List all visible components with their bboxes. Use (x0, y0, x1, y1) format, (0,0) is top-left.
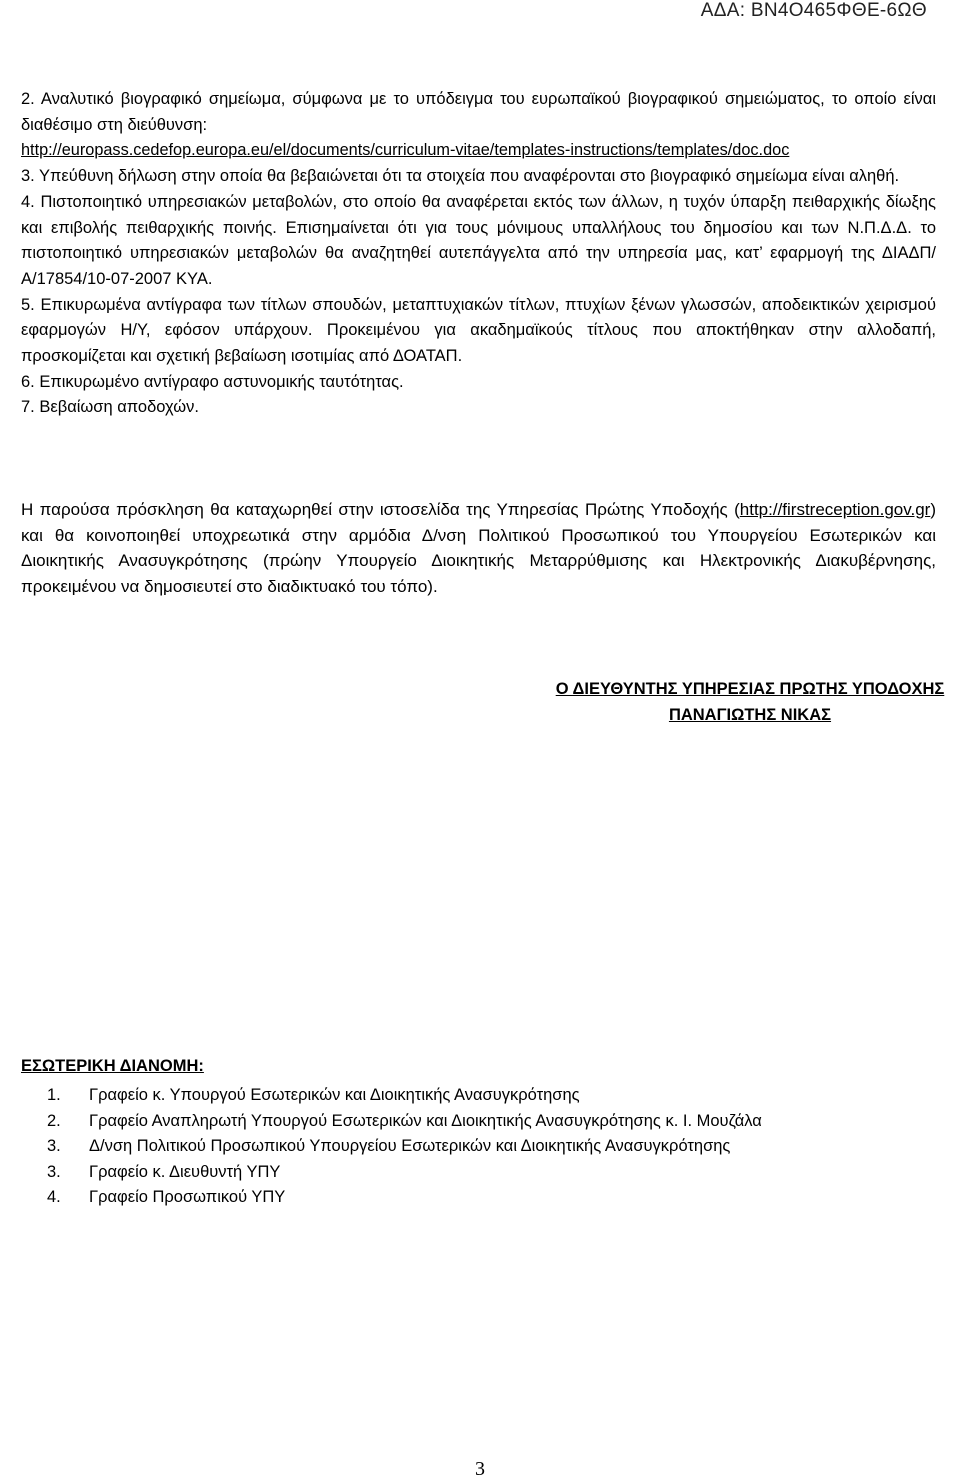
signature-block (530, 677, 960, 728)
notice-text-part1: Η παρούσα πρόσκληση θα καταχωρηθεί στην ιστοσελίδα της Υπηρεσίας Πρώτης Υποδοχής ( (21, 500, 740, 519)
list-item-number: 1. (47, 1086, 61, 1104)
item-service-certificate: 4. Πιστοποιητικό υπηρεσιακών μεταβολών, στο οποίο θα αναφέρεται εκτός των άλλων, η τυχόν ύπαρξη πειθαρχικής δίωξης και επιβολής πειθαρχικής ποινής. Επισημαίνεται ότι για τους μόνιμους υπαλλήλους του δημοσίου και των Ν.Π.Δ.Δ. το πιστοποιητικό υπηρεσιακών μεταβολών θα αναζητηθεί αυτεπάγγελτα από την υπηρεσία μας, κατ’ εφαρμογή της ΔΙΑΔΠ/Α/17854/10-07-2007 ΚΥΑ. (21, 192, 936, 288)
ada-code: ΑΔΑ: ΒΝ4Ο465ΦΘΕ-6ΩΘ (700, 0, 927, 21)
list-item-number: 2. (47, 1111, 61, 1130)
list-item (47, 1134, 847, 1160)
list-item-number: 3. (47, 1162, 61, 1181)
list-item-text: Γραφείο κ. Υπουργού Εσωτερικών και Διοικητικής Ανασυγκρότησης (89, 1086, 580, 1104)
europass-link[interactable]: http://europass.cedefop.europa.eu/el/documents/curriculum-vitae/templates-instructions/templates/doc.doc (21, 141, 790, 160)
list-item-text: Γραφείο Αναπληρωτή Υπουργού Εσωτερικών και Διοικητικής Ανασυγκρότησης κ. Ι. Μουζάλα (89, 1111, 762, 1130)
requirements-list (21, 87, 936, 421)
list-item (47, 1160, 847, 1186)
list-item-text: Γραφείο Προσωπικού ΥΠΥ (89, 1188, 286, 1206)
item-cv (21, 87, 936, 164)
firstreception-link[interactable]: http://firstreception.gov.gr (739, 500, 931, 519)
item-declaration: 3. Υπεύθυνη δήλωση στην οποία θα βεβαιώνεται ότι τα στοιχεία που αναφέρονται στο βιογραφικό σημείωμα είναι αληθή. (21, 167, 900, 186)
notice-text-part2: ) και θα κοινοποιηθεί υποχρεωτικά στην αρμόδια Δ/νση Πολιτικού Προσωπικού του Υπουργείου Εσωτερικών και Διοικητικής Ανασυγκρότησης (πρώην Υπουργείο Διοικητικής Μεταρρύθμισης και Ηλεκτρονικής Διακυβέρνησης, προκειμένου να δημοσιευτεί στο διαδικτυακό του τόπο). (21, 500, 936, 597)
page-number: 3 (475, 1458, 485, 1480)
signature-title: Ο ΔΙΕΥΘΥΝΤΗΣ ΥΠΗΡΕΣΙΑΣ ΠΡΩΤΗΣ ΥΠΟΔΟΧΗΣ (555, 680, 945, 698)
list-item (47, 1185, 847, 1211)
publication-notice (21, 497, 936, 600)
list-item-number: 4. (47, 1188, 61, 1206)
list-item-number: 3. (47, 1137, 61, 1155)
list-item (47, 1083, 847, 1109)
list-item (47, 1109, 847, 1135)
distribution-title: ΕΣΩΤΕΡΙΚΗ ΔΙΑΝΟΜΗ: (21, 1057, 204, 1075)
list-item-text: Γραφείο κ. Διευθυντή ΥΠΥ (89, 1162, 281, 1181)
item-cv-text: 2. Αναλυτικό βιογραφικό σημείωμα, σύμφωνα με το υπόδειγμα του ευρωπαϊκού βιογραφικού σημειώματος, το οποίο είναι διαθέσιμο στη διεύθυνση: (21, 90, 936, 134)
distribution-list (47, 1083, 847, 1211)
item-id-copy: 6. Επικυρωμένο αντίγραφο αστυνομικής ταυτότητας. (21, 372, 404, 391)
item-degrees: 5. Επικυρωμένα αντίγραφα των τίτλων σπουδών, μεταπτυχιακών τίτλων, πτυχίων ξένων γλωσσών, αποδεικτικών χειρισμού εφαρμογών Η/Υ, εφόσον υπάρχουν. Προκειμένου για ακαδημαϊκούς τίτλους που αποκτήθηκαν στην αλλοδαπή, προσκομίζεται και σχετική βεβαίωση ισοτιμίας από ΔΟΑΤΑΠ. (21, 295, 936, 366)
signature-name: ΠΑΝΑΓΙΩΤΗΣ ΝΙΚΑΣ (668, 705, 832, 724)
item-salary-certificate: 7. Βεβαίωση αποδοχών. (21, 398, 199, 417)
list-item-text: Δ/νση Πολιτικού Προσωπικού Υπουργείου Εσωτερικών και Διοικητικής Ανασυγκρότησης (89, 1137, 731, 1155)
